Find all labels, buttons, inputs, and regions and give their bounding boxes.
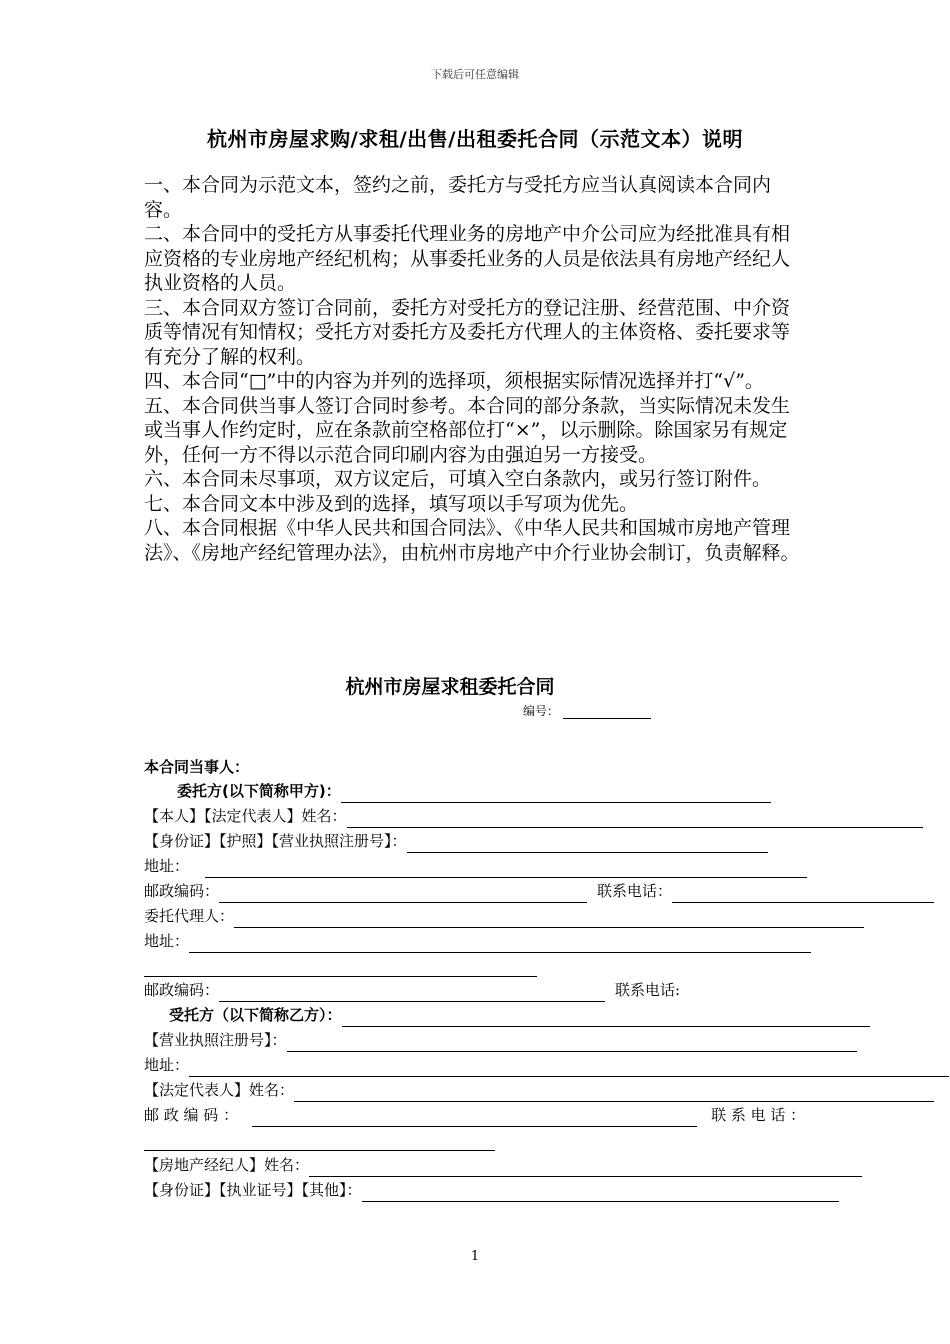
broker-name-label: 【房地产经纪人】姓名： xyxy=(144,1156,310,1174)
license-field[interactable] xyxy=(287,1035,857,1052)
postcode-b-field[interactable] xyxy=(252,1110,697,1127)
address2-row xyxy=(144,931,811,953)
party-b-row xyxy=(169,1005,870,1027)
address-b-row xyxy=(144,1055,949,1077)
party-a-row xyxy=(177,781,771,803)
broker-name-field[interactable] xyxy=(309,1160,862,1177)
document-title: 杭州市房屋求购/求租/出售/出租委托合同（示范文本）说明 xyxy=(207,127,743,151)
phone-field[interactable] xyxy=(672,886,934,903)
license-label: 【营业执照注册号】： xyxy=(144,1031,287,1049)
agent-rep-field[interactable] xyxy=(234,911,864,928)
parties-heading: 本合同当事人： xyxy=(144,758,250,776)
address-b-label: 地址： xyxy=(144,1056,190,1074)
party-b-field[interactable] xyxy=(342,1010,870,1027)
broker-id-label: 【身份证】【执业证号】【其他】： xyxy=(144,1181,362,1199)
address-field[interactable] xyxy=(205,861,807,878)
header-note: 下载后可任意编辑 xyxy=(431,68,519,81)
address-row xyxy=(144,856,807,878)
postcode-b-row xyxy=(144,1105,805,1127)
legal-rep-b-field[interactable] xyxy=(294,1085,934,1102)
license-row xyxy=(144,1030,857,1052)
broker-id-row xyxy=(144,1180,839,1202)
legal-rep-field[interactable] xyxy=(347,811,923,828)
instruction-item: 七、本合同文本中涉及到的选择，填写项以手写项为优先。 xyxy=(144,492,639,515)
broker-id-field[interactable] xyxy=(362,1185,839,1202)
instruction-item: 八、本合同根据《中华人民共和国合同法》、《中华人民共和国城市房地产管理法》、《房地产经纪管理办法》，由杭州市房地产中介行业协会制订，负责解释。 xyxy=(144,517,800,564)
instruction-item: 四、本合同“□”中的内容为并列的选择项，须根据实际情况选择并打“√”。 xyxy=(144,370,764,392)
agent-rep-label: 委托代理人： xyxy=(144,907,235,925)
legal-rep-row xyxy=(144,806,923,828)
instruction-item: 一、本合同为示范文本，签约之前，委托方与受托方应当认真阅读本合同内容。 xyxy=(144,174,772,221)
postcode-b-label: 邮 政 编 码 ： xyxy=(144,1106,239,1124)
address2-label: 地址： xyxy=(144,932,190,950)
instruction-item: 六、本合同未尽事项，双方议定后，可填入空白条款内，或另行签订附件。 xyxy=(144,468,772,490)
instruction-item: 二、本合同中的受托方从事委托代理业务的房地产中介公司应为经批准具有相应资格的专业房地产经纪机构；从事委托业务的人员是依法具有房地产经纪人执业资格的人员。 xyxy=(144,223,791,294)
address2-continuation xyxy=(144,955,537,977)
instructions-list xyxy=(144,173,806,565)
broker-name-row xyxy=(144,1155,862,1177)
phone2-label: 联系电话: xyxy=(615,981,681,999)
agent-rep-row xyxy=(144,906,864,928)
postcode-label: 邮政编码： xyxy=(144,882,220,900)
phone-b-field[interactable] xyxy=(144,1134,495,1151)
id-row xyxy=(144,831,768,853)
instruction-item: 五、本合同供当事人签订合同时参考。本合同的部分条款，当实际情况未发生或当事人作约定时，应在条款前空格部位打“×”，以示删除。除国家另有规定外，任何一方不得以示范合同印刷内容为由强迫另一方接受。 xyxy=(144,394,791,466)
party-a-field[interactable] xyxy=(341,786,771,803)
phone-b-label: 联 系 电 话 ： xyxy=(711,1106,806,1124)
postcode2-field[interactable] xyxy=(219,985,605,1002)
postcode-field[interactable] xyxy=(219,886,587,903)
phone-b-continuation xyxy=(144,1129,495,1151)
page-number: 1 xyxy=(470,1249,480,1264)
contract-number-field[interactable] xyxy=(563,706,651,719)
party-b-label: 受托方（以下简称乙方）： xyxy=(169,1006,342,1024)
party-a-label: 委托方(以下简称甲方)： xyxy=(177,782,341,800)
legal-rep-label: 【本人】【法定代表人】姓名： xyxy=(144,807,347,825)
id-field[interactable] xyxy=(407,836,768,853)
phone-label: 联系电话： xyxy=(597,882,673,900)
postcode2-label: 邮政编码： xyxy=(144,981,220,999)
contract-title: 杭州市房屋求租委托合同 xyxy=(345,676,555,698)
instruction-item: 三、本合同双方签订合同前，委托方对受托方的登记注册、经营范围、中介资质等情况有知情权；受托方对委托方及委托方代理人的主体资格、委托要求等有充分了解的权利。 xyxy=(144,296,791,368)
address2-field[interactable] xyxy=(189,936,811,953)
contract-number-label: 编号： xyxy=(523,704,560,718)
id-label: 【身份证】【护照】【营业执照注册号】： xyxy=(144,832,407,850)
contract-number xyxy=(523,702,651,719)
address-b-field[interactable] xyxy=(189,1060,949,1077)
postcode-row xyxy=(144,881,934,903)
legal-rep-b-label: 【法定代表人】姓名： xyxy=(144,1081,295,1099)
postcode2-row xyxy=(144,980,680,1002)
address-label: 地址： xyxy=(144,857,190,875)
address2-field-continued[interactable] xyxy=(144,960,537,977)
legal-rep-b-row xyxy=(144,1080,934,1102)
